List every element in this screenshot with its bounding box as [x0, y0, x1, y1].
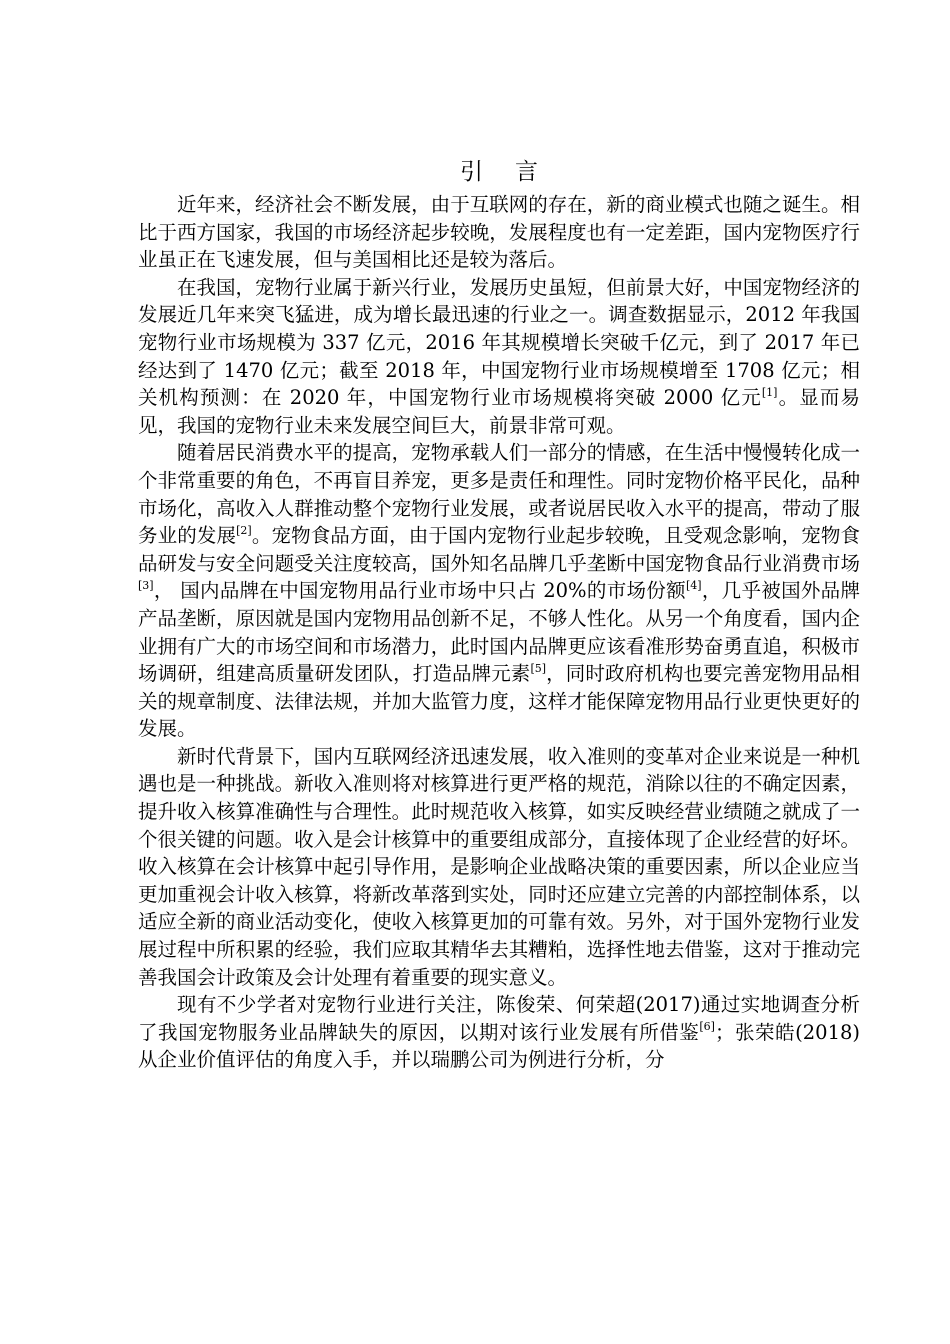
title-char-2: 言 [515, 159, 538, 185]
paragraph-text: ，几乎被国外品牌产品垄断，原因就是国内宠物用品创新不足，不够人性化。从另一个角度看，国内企业拥有广大的市场空间和市场潜力，此时国内品牌更应该看准形势奋勇直追，积极市场调研，组建高质量研发团队，打造品牌元素 [138, 579, 860, 686]
paragraph-1 [138, 191, 860, 274]
paragraph-text: 随着居民消费水平的提高，宠物承载人们一部分的情感，在生活中慢慢转化成一个非常重要的角色，不再盲目养宠，更多是责任和理性。同时宠物价格平民化，品种市场化，高收入人群推动整个宠物行业发展，或者说居民收入水平的提高，带动了服务业的发展 [138, 441, 860, 548]
document-page [138, 155, 860, 1074]
paragraph-text: 新时代背景下，国内互联网经济迅速发展，收入准则的变革对企业来说是一种机遇也是一种挑战。新收入准则将对核算进行更严格的规范，消除以往的不确定因素，提升收入核算准确性与合理性。此时规范收入核算，如实反映经营业绩随之就成了一个很关键的问题。收入是会计核算中的重要组成部分，直接体现了企业经营的好坏。收入核算在会计核算中起引导作用，是影响企业战略决策的重要因素，所以企业应当更加重视会计收入核算，将新改革落到实处，同时还应建立完善的内部控制体系，以适应全新的商业活动变化，使收入核算更加的可靠有效。另外，对于国外宠物行业发展过程中所积累的经验，我们应取其精华去其糟粕，选择性地去借鉴，这对于推动完善我国会计政策及会计处理有着重要的现实意义。 [138, 744, 860, 989]
paragraph-text: 现有不少学者对宠物行业进行关注，陈俊荣、何荣超(2017)通过实地调查分析了我国宠物服务业品牌缺失的原因，以期对该行业发展有所借鉴 [138, 993, 860, 1044]
citation-ref-3[interactable]: [3] [138, 578, 154, 592]
citation-ref-1[interactable]: [1] [761, 385, 778, 399]
paragraph-text: 在我国，宠物行业属于新兴行业，发展历史虽短，但前景大好，中国宠物经济的发展近几年来突飞猛进，成为增长最迅速的行业之一。调查数据显示，2012 年我国宠物行业市场规模为 337 亿元，2016 年其规模增长突破千亿元，到了 2017 年已经达到了 1470 亿元；截至 2018 年，中国宠物行业市场规模增至 1708 亿元；相关机构预测：在 2020 年，中国宠物行业市场规模将突破 2000 亿元 [138, 275, 860, 410]
citation-ref-2[interactable]: [2] [236, 523, 252, 537]
paragraph-text: ；张荣皓(2018)从企业价值评估的角度入手，并以瑞鹏公司为例进行分析，分 [138, 1020, 860, 1072]
paragraph-text: 。宠物食品方面，由于国内宠物行业起步较晚，且受观念影响，宠物食品研发与安全问题受关注度较高，国外知名品牌几乎垄断中国宠物食品行业消费市场 [138, 524, 860, 575]
paragraph-4 [138, 743, 860, 991]
section-title [138, 155, 860, 189]
paragraph-text: 。显而易见，我国的宠物行业未来发展空间巨大，前景非常可观。 [138, 386, 860, 437]
paragraph-5 [138, 991, 860, 1074]
citation-ref-6[interactable]: [6] [699, 1020, 715, 1034]
paragraph-3 [138, 439, 860, 743]
paragraph-text: 近年来，经济社会不断发展，由于互联网的存在，新的商业模式也随之诞生。相比于西方国家，我国的市场经济起步较晚，发展程度也有一定差距，国内宠物医疗行业虽正在飞速发展，但与美国相比还是较为落后。 [138, 193, 860, 272]
title-char-1: 引 [460, 159, 483, 185]
paragraph-text: ，同时政府机构也要完善宠物用品相关的规章制度、法律法规，并加大监管力度，这样才能保障宠物用品行业更快更好的发展。 [138, 662, 860, 741]
paragraph-text: ， 国内品牌在中国宠物用品行业市场中只占 20%的市场份额 [153, 579, 686, 603]
citation-ref-4[interactable]: [4] [685, 578, 702, 592]
citation-ref-5[interactable]: [5] [530, 661, 547, 675]
paragraph-2 [138, 274, 860, 440]
